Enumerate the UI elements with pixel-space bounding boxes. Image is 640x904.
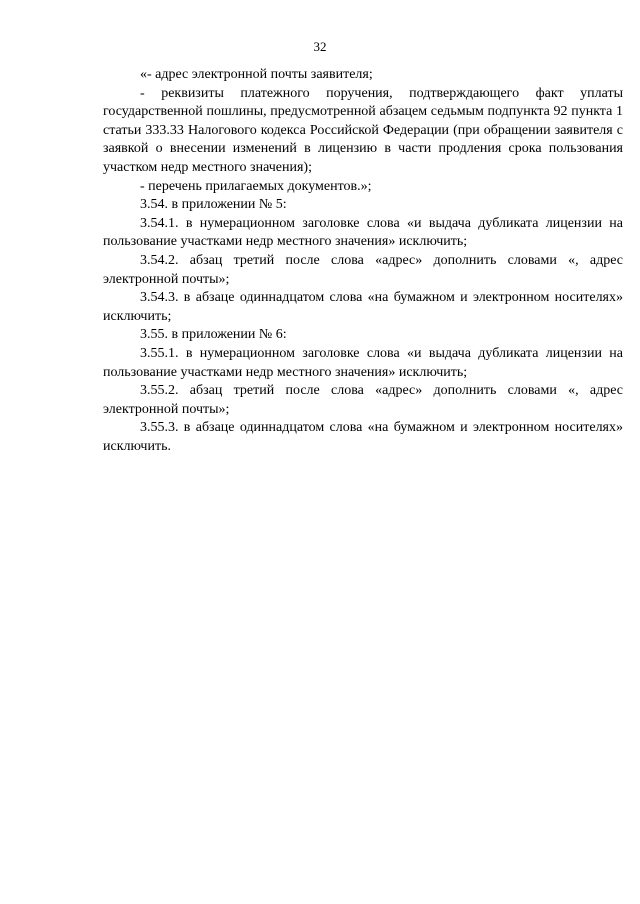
- paragraph-3-55-1: 3.55.1. в нумерационном заголовке слова «и выдача дубликата лицензии на пользование участками недр местного значения» исключить;: [103, 345, 623, 380]
- paragraph-payment-details: - реквизиты платежного поручения, подтверждающего факт уплаты государственной пошлины, предусмотренной абзацем седьмым подпункта 92 пункта 1 статьи 333.33 Налогового кодекса Российской Федерации (при обращении заявителя с заявкой о внесении изменений в лицензию в части продления срока пользования участком недр местного значения);: [103, 85, 623, 175]
- paragraph-documents-list: - перечень прилагаемых документов.»;: [140, 178, 372, 194]
- paragraph-3-55-3: 3.55.3. в абзаце одиннадцатом слова «на бумажном и электронном носителях» исключить.: [103, 420, 623, 454]
- paragraph-3-54-3: 3.54.3. в абзаце одиннадцатом слова «на бумажном и электронном носителях» исключить;: [103, 290, 623, 324]
- document-body: [103, 66, 623, 456]
- paragraph-3-54-2: 3.54.2. абзац третий после слова «адрес» дополнить словами «, адрес электронной почты»;: [103, 252, 623, 287]
- paragraph-3-55-2: 3.55.2. абзац третий после слова «адрес» дополнить словами «, адрес электронной почты»;: [103, 383, 623, 417]
- page-number: 32: [313, 39, 327, 54]
- paragraph-3-54-1: 3.54.1. в нумерационном заголовке слова «и выдача дубликата лицензии на пользование участками недр местного значения» исключить;: [103, 215, 623, 250]
- paragraph-email-item: «- адрес электронной почты заявителя;: [140, 67, 373, 82]
- paragraph-3-55: 3.55. в приложении № 6:: [140, 327, 287, 343]
- paragraph-3-54: 3.54. в приложении № 5:: [140, 197, 287, 213]
